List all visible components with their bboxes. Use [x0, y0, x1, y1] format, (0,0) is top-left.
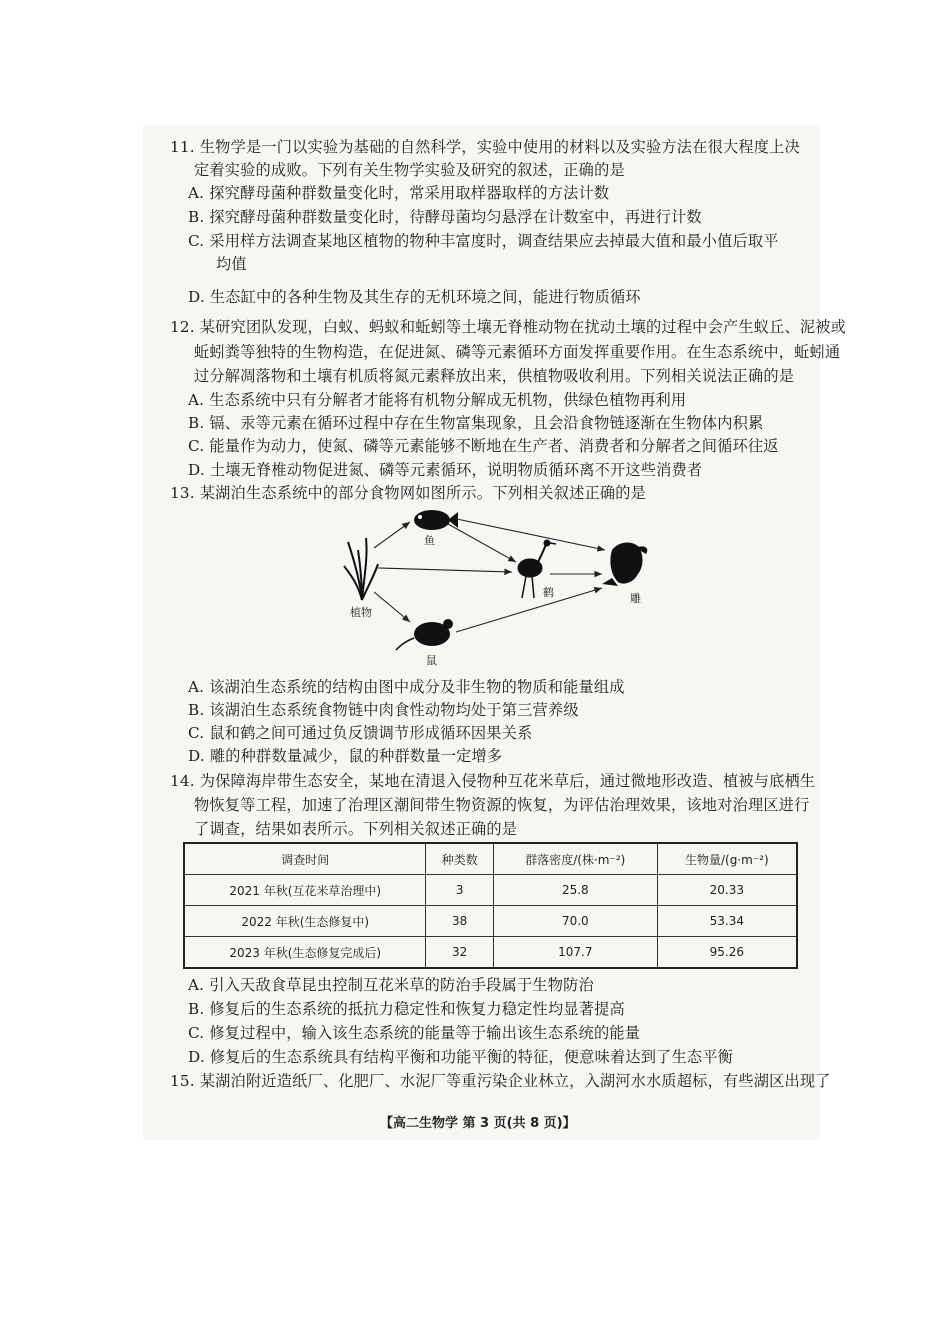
q14-stem-line1: 14. 为保障海岸带生态安全，某地在清退入侵物种互花米草后，通过微地形改造、植被与底栖生 — [170, 772, 816, 790]
table-cell: 20.33 — [657, 875, 797, 906]
table-cell: 107.7 — [493, 937, 657, 969]
fish-icon — [414, 510, 458, 530]
arrow-plant-crane — [378, 568, 512, 572]
plant-icon — [344, 538, 378, 600]
q13-option-b: B. 该湖泊生态系统食物链中肉食性动物均处于第三营养级 — [188, 701, 579, 719]
label-fish: 鱼 — [424, 534, 435, 547]
table-row — [184, 906, 797, 937]
label-crane: 鹤 — [543, 586, 554, 599]
page-footer: 【高二生物学 第 3 页(共 8 页)】 — [380, 1116, 576, 1131]
table-header-row — [184, 843, 797, 875]
arrow-fish-eagle — [452, 518, 605, 550]
mouse-icon — [396, 619, 453, 650]
q12-stem-line1: 12. 某研究团队发现，白蚁、蚂蚁和蚯蚓等土壤无脊椎动物在扰动土壤的过程中会产生蚁丘、泥被或 — [170, 318, 847, 336]
eagle-icon — [602, 543, 647, 586]
q11-stem-line1: 11. 生物学是一门以实验为基础的自然科学，实验中使用的材料以及实验方法在很大程度上决 — [170, 138, 800, 156]
table-cell: 70.0 — [493, 906, 657, 937]
table-cell: 95.26 — [657, 937, 797, 969]
table-cell: 25.8 — [493, 875, 657, 906]
q11-option-c-line1: C. 采用样方法调查某地区植物的物种丰富度时，调查结果应去掉最大值和最小值后取平 — [188, 232, 779, 250]
q14-option-b: B. 修复后的生态系统的抵抗力稳定性和恢复力稳定性均显著提高 — [188, 1000, 625, 1018]
q11-option-a: A. 探究酵母菌种群数量变化时，常采用取样器取样的方法计数 — [188, 184, 610, 202]
q12-option-c: C. 能量作为动力，使氮、磷等元素能够不断地在生产者、消费者和分解者之间循环往返 — [188, 437, 779, 455]
q13-option-a: A. 该湖泊生态系统的结构由图中成分及非生物的物质和能量组成 — [188, 678, 625, 696]
table-cell: 2021 年秋(互花米草治理中) — [184, 875, 426, 906]
survey-table — [183, 842, 798, 969]
q15-stem-line1: 15. 某湖泊附近造纸厂、化肥厂、水泥厂等重污染企业林立，入湖河水水质超标，有些湖区出现了 — [170, 1072, 831, 1090]
q12-stem-line3: 过分解凋落物和土壤有机质将氮元素释放出来，供植物吸收利用。下列相关说法正确的是 — [194, 367, 795, 385]
q13-stem: 13. 某湖泊生态系统中的部分食物网如图所示。下列相关叙述正确的是 — [170, 484, 647, 502]
arrow-plant-mouse — [374, 592, 410, 622]
table-header: 调查时间 — [184, 843, 426, 875]
q14-stem-line2: 物恢复等工程，加速了治理区潮间带生物资源的恢复，为评估治理效果，该地对治理区进行 — [194, 796, 810, 814]
table-cell: 2022 年秋(生态修复中) — [184, 906, 426, 937]
table-cell: 3 — [426, 875, 494, 906]
table-header: 种类数 — [426, 843, 494, 875]
food-web-diagram — [340, 500, 670, 670]
label-plant: 植物 — [350, 606, 372, 619]
q14-option-a: A. 引入天敌食草昆虫控制互花米草的防治手段属于生物防治 — [188, 976, 594, 994]
q12-option-b: B. 镉、汞等元素在循环过程中存在生物富集现象，且会沿食物链逐渐在生物体内积累 — [188, 414, 764, 432]
q12-option-a: A. 生态系统中只有分解者才能将有机物分解成无机物，供绿色植物再利用 — [188, 391, 687, 409]
table-cell: 38 — [426, 906, 494, 937]
label-eagle: 雕 — [630, 592, 641, 605]
q13-option-d: D. 雕的种群数量减少，鼠的种群数量一定增多 — [188, 747, 503, 765]
table-row — [184, 875, 797, 906]
table-header: 生物量/(g·m⁻²) — [657, 843, 797, 875]
table-header: 群落密度/(株·m⁻²) — [493, 843, 657, 875]
table-cell: 53.34 — [657, 906, 797, 937]
q12-stem-line2: 蚯蚓粪等独特的生物构造，在促进氮、磷等元素循环方面发挥重要作用。在生态系统中，蚯蚓通 — [194, 343, 841, 361]
q11-stem-line2: 定着实验的成败。下列有关生物学实验及研究的叙述，正确的是 — [194, 161, 625, 179]
q12-option-d: D. 土壤无脊椎动物促进氮、磷等元素循环，说明物质循环离不开这些消费者 — [188, 461, 703, 479]
q14-stem-line3: 了调查，结果如表所示。下列相关叙述正确的是 — [194, 820, 518, 838]
q11-option-d: D. 生态缸中的各种生物及其生存的无机环境之间，能进行物质循环 — [188, 288, 641, 306]
table-cell: 2023 年秋(生态修复完成后) — [184, 937, 426, 969]
q13-option-c: C. 鼠和鹤之间可通过负反馈调节形成循环因果关系 — [188, 724, 533, 742]
arrow-plant-fish — [374, 522, 410, 548]
q11-option-b: B. 探究酵母菌种群数量变化时，待酵母菌均匀悬浮在计数室中，再进行计数 — [188, 208, 702, 226]
q14-option-d: D. 修复后的生态系统具有结构平衡和功能平衡的特征，便意味着达到了生态平衡 — [188, 1048, 734, 1066]
q11-option-c-line2: 均值 — [216, 255, 247, 273]
q14-option-c: C. 修复过程中，输入该生态系统的能量等于输出该生态系统的能量 — [188, 1024, 641, 1042]
label-mouse: 鼠 — [426, 654, 437, 667]
table-row — [184, 937, 797, 969]
arrow-mouse-eagle — [456, 588, 602, 632]
table-cell: 32 — [426, 937, 494, 969]
